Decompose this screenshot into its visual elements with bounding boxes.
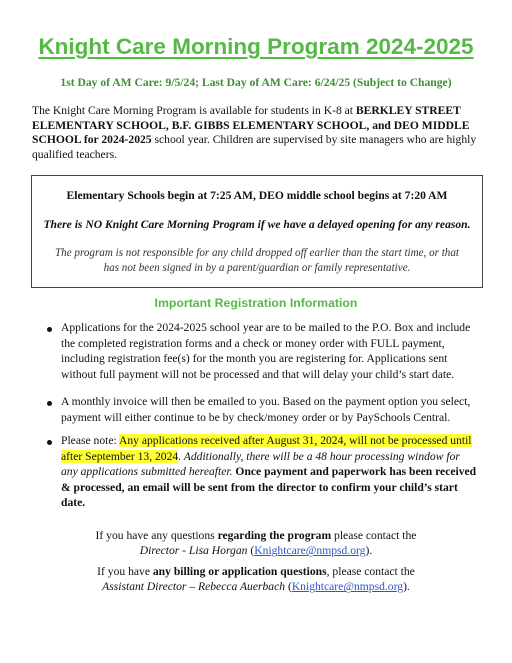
confirmation-note: Once payment and paperwork has been received & processed, an email will be sent from the director to confirm your child’s start date. bbox=[61, 465, 477, 510]
processing-window-note: . Additionally, there will be a 48 hour processing window for any applications submitted hereafter. bbox=[61, 449, 460, 479]
notice-box bbox=[31, 175, 483, 288]
contact-text: If you have any questions bbox=[95, 529, 218, 542]
contact-topic: any billing or application questions bbox=[152, 565, 327, 578]
program-contact-line2 bbox=[0, 543, 512, 558]
page-title: Knight Care Morning Program 2024-2025 bbox=[38, 34, 474, 59]
bullet-text bbox=[61, 433, 477, 511]
program-contact-line1 bbox=[0, 528, 512, 543]
intro-paragraph bbox=[32, 104, 482, 162]
paren-open: ( bbox=[285, 580, 292, 594]
paren-close: ). bbox=[403, 580, 410, 594]
paren-open: ( bbox=[247, 544, 255, 558]
assistant-director-name: Assistant Director – Rebecca Auerbach bbox=[102, 580, 286, 594]
director-name: Director - Lisa Horgan bbox=[139, 544, 248, 558]
program-contact bbox=[0, 528, 512, 559]
director-email-link[interactable]: Knightcare@nmpsd.org bbox=[254, 544, 366, 558]
bullet-text: A monthly invoice will then be emailed to you. Based on the payment option you select, payment will either continue to be by check/money order or by PaySchools Central. bbox=[61, 395, 471, 424]
registration-heading: Important Registration Information bbox=[154, 296, 358, 310]
billing-contact-line2 bbox=[0, 579, 512, 594]
bullet-icon bbox=[47, 327, 52, 332]
intro-text-start: The Knight Care Morning Program is available for students in K-8 at bbox=[32, 104, 356, 117]
contact-text: If you have bbox=[97, 565, 153, 578]
billing-contact bbox=[0, 564, 512, 595]
intro-text-end: school year. Children are supervised by site managers who are highly qualified teachers. bbox=[32, 133, 477, 161]
responsibility-notice: The program is not responsible for any child dropped off earlier than the start time, or that has not been signed in by a parent/guardian or family representative. bbox=[55, 247, 459, 274]
bullet-icon bbox=[47, 440, 52, 445]
contact-text: please contact the bbox=[331, 529, 417, 542]
note-prefix: Please note: bbox=[61, 434, 119, 447]
delayed-opening-notice: There is NO Knight Care Morning Program if we have a delayed opening for any reason. bbox=[43, 218, 471, 231]
start-times: Elementary Schools begin at 7:25 AM, DEO middle school begins at 7:20 AM bbox=[66, 189, 448, 202]
contact-text: , please contact the bbox=[326, 565, 415, 578]
assistant-email-link[interactable]: Knightcare@nmpsd.org bbox=[291, 580, 404, 594]
paren-close: ). bbox=[365, 544, 373, 558]
bullet-icon bbox=[47, 401, 52, 406]
deadline-highlight: Any applications received after August 31, 2024, will not be processed until after September 13, 2024 bbox=[61, 434, 472, 463]
intro-schools: BERKLEY STREET ELEMENTARY SCHOOL, B.F. GIBBS ELEMENTARY SCHOOL, and DEO MIDDLE SCHOOL for 2024-2025 bbox=[32, 104, 470, 147]
bullet-text: Applications for the 2024-2025 school year are to be mailed to the P.O. Box and include the completed registration forms and a check or money order with FULL payment, including registration fee(s) for the month you are registering for. Applications sent without full payment will not be processed and that will delay your child’s start date. bbox=[61, 321, 471, 381]
contact-topic: regarding the program bbox=[217, 529, 332, 542]
care-dates: 1st Day of AM Care: 9/5/24; Last Day of AM Care: 6/24/25 (Subject to Change) bbox=[60, 76, 452, 89]
billing-contact-line1 bbox=[0, 564, 512, 579]
